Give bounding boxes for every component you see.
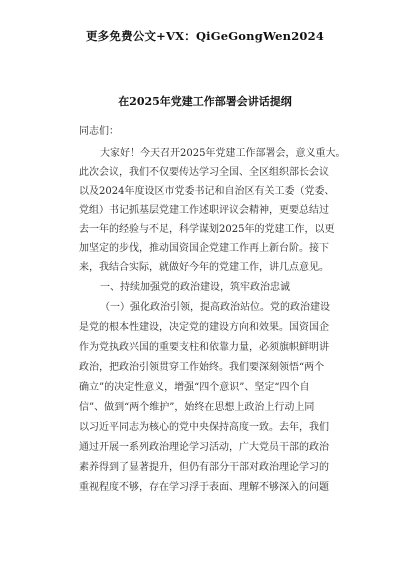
paragraph-line: 去一年的经验与不足，科学谋划2025年的党建工作，以更 [79,224,335,235]
paragraph-line: 大家好！今天召开2025年党建工作部署会，意义重大。 [100,148,346,159]
section-heading: 一、持续加强党的政治建设，筑牢政治忠诚 [100,282,290,293]
paragraph-line: 党组）书记抓基层党建工作述职评议会精神，更要总结过 [79,205,329,216]
watermark-header: 更多免费公文+VX：QiGeGongWen2024 [85,29,325,43]
paragraph-line: （一）强化政治引领，提高政治站位。党的政治建设 [100,302,330,313]
document-title: 在2025年党建工作部署会讲话提纲 [118,95,292,108]
paragraph-line: 加坚定的步伐，推动国资国企党建工作再上新台阶。接下 [79,243,329,254]
paragraph-line: 来，我结合实际，就做好今年的党建工作，讲几点意见。 [79,262,329,273]
paragraph-line: 通过开展一系列政治理论学习活动，广大党员干部的政治 [79,442,329,453]
paragraph-line: 作为党执政兴国的重要支柱和依靠力量，必须旗帜鲜明讲 [79,342,329,353]
paragraph-line: 素养得到了显著提升，但仍有部分干部对政治理论学习的 [79,462,329,473]
salutation: 同志们： [79,126,119,137]
paragraph-line: 确立”的决定性意义，增强“四个意识”、坚定“四个自 [79,382,310,393]
paragraph-line: 此次会议，我们不仅要传达学习全国、全区组织部长会议 [79,167,329,178]
paragraph-line: 政治，把政治引领贯穿工作始终。我们要深刻领悟“两个 [79,362,325,373]
paragraph-line: 以及2024年度设区市党委书记和自治区有关工委（党委、 [79,186,335,197]
paragraph-line: 是党的根本性建设，决定党的建设方向和效果。国资国企 [79,322,329,333]
paragraph-line: 信”、做到“两个维护”，始终在思想上政治上行动上同 [79,402,315,413]
paragraph-line: 重视程度不够，存在学习浮于表面、理解不够深入的问题 [79,482,329,493]
paragraph-line: 以习近平同志为核心的党中央保持高度一致。去年，我们 [79,422,329,433]
